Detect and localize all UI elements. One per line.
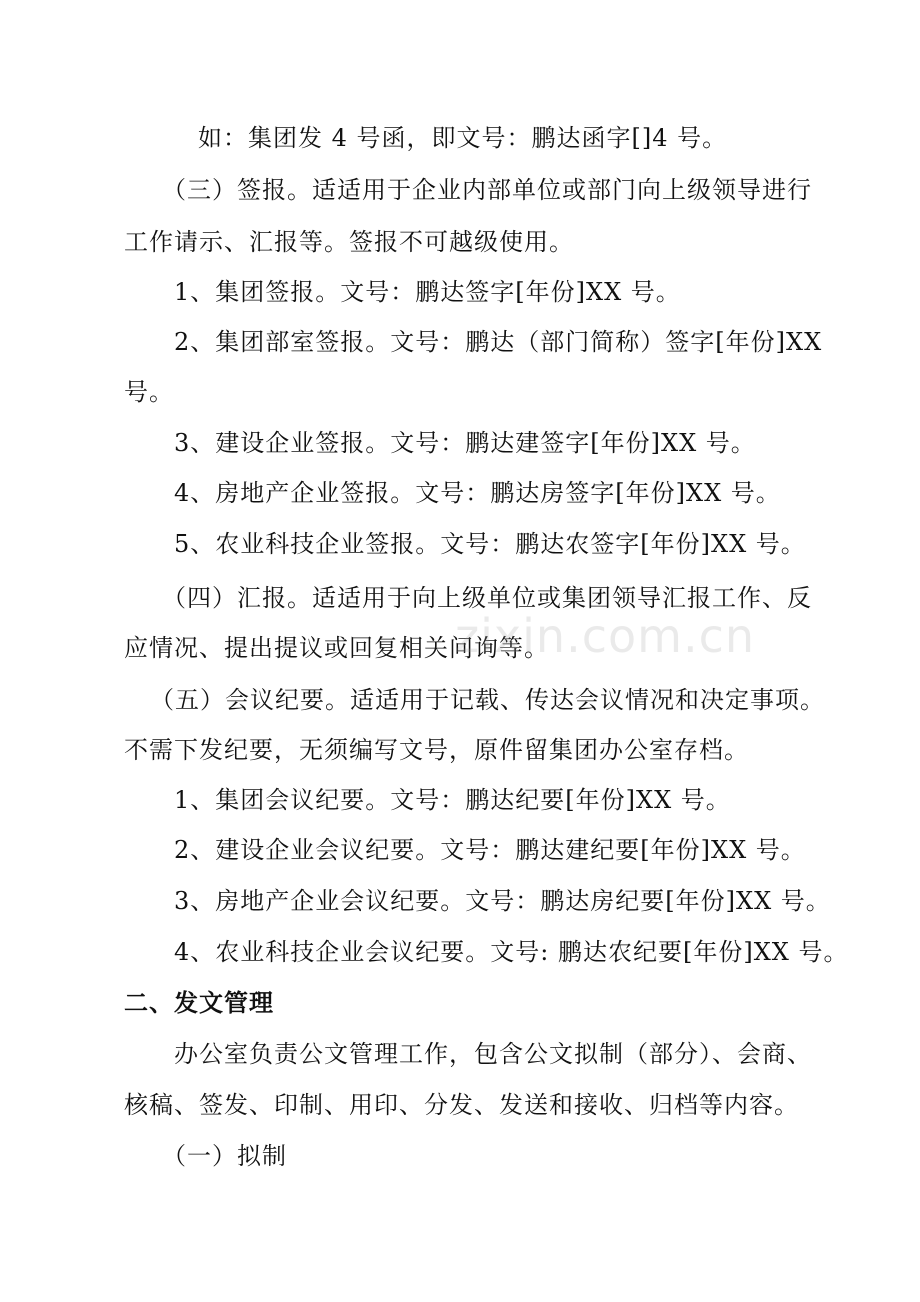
text-line-16: 3、房地产企业会议纪要。文号：鹏达房纪要[年份]XX 号。 — [174, 887, 831, 915]
text-line-5: 2、集团部室签报。文号：鹏达（部门简称）签字[年份]XX — [174, 328, 823, 356]
text-line-20: 核稿、签发、印制、用印、分发、发送和接收、归档等内容。 — [124, 1091, 799, 1119]
text-line-9: 5、农业科技企业签报。文号：鹏达农签字[年份]XX 号。 — [174, 530, 806, 558]
text-line-7: 3、建设企业签报。文号：鹏达建签字[年份]XX 号。 — [174, 429, 756, 457]
text-line-1: 如：集团发 4 号函，即文号：鹏达函字[]4 号。 — [198, 124, 728, 152]
text-line-11: 应情况、提出提议或回复相关问询等。 — [124, 634, 549, 662]
text-line-3: 工作请示、汇报等。签报不可越级使用。 — [124, 228, 574, 256]
text-line-6: 号。 — [124, 378, 174, 406]
text-line-15: 2、建设企业会议纪要。文号：鹏达建纪要[年份]XX 号。 — [174, 836, 806, 864]
text-line-12: （五）会议纪要。适适用于记载、传达会议情况和决定事项。 — [150, 686, 825, 714]
text-line-17: 4、农业科技企业会议纪要。文号: 鹏达农纪要[年份]XX 号。 — [174, 938, 849, 966]
subsection-heading: （一）拟制 — [162, 1142, 287, 1170]
text-line-19: 办公室负责公文管理工作，包含公文拟制（部分）、会商、 — [174, 1040, 812, 1068]
text-line-14: 1、集团会议纪要。文号：鹏达纪要[年份]XX 号。 — [174, 786, 731, 814]
watermark-text: zixin.com.cn — [455, 609, 756, 663]
text-line-2: （三）签报。适适用于企业内部单位或部门向上级领导进行 — [162, 176, 812, 204]
section-heading: 二、发文管理 — [124, 988, 274, 1017]
text-line-10: （四）汇报。适适用于向上级单位或集团领导汇报工作、反 — [162, 584, 812, 612]
text-line-4: 1、集团签报。文号：鹏达签字[年份]XX 号。 — [174, 278, 681, 306]
text-line-13: 不需下发纪要，无须编写文号，原件留集团办公室存档。 — [124, 736, 749, 764]
text-line-8: 4、房地产企业签报。文号：鹏达房签字[年份]XX 号。 — [174, 479, 781, 507]
